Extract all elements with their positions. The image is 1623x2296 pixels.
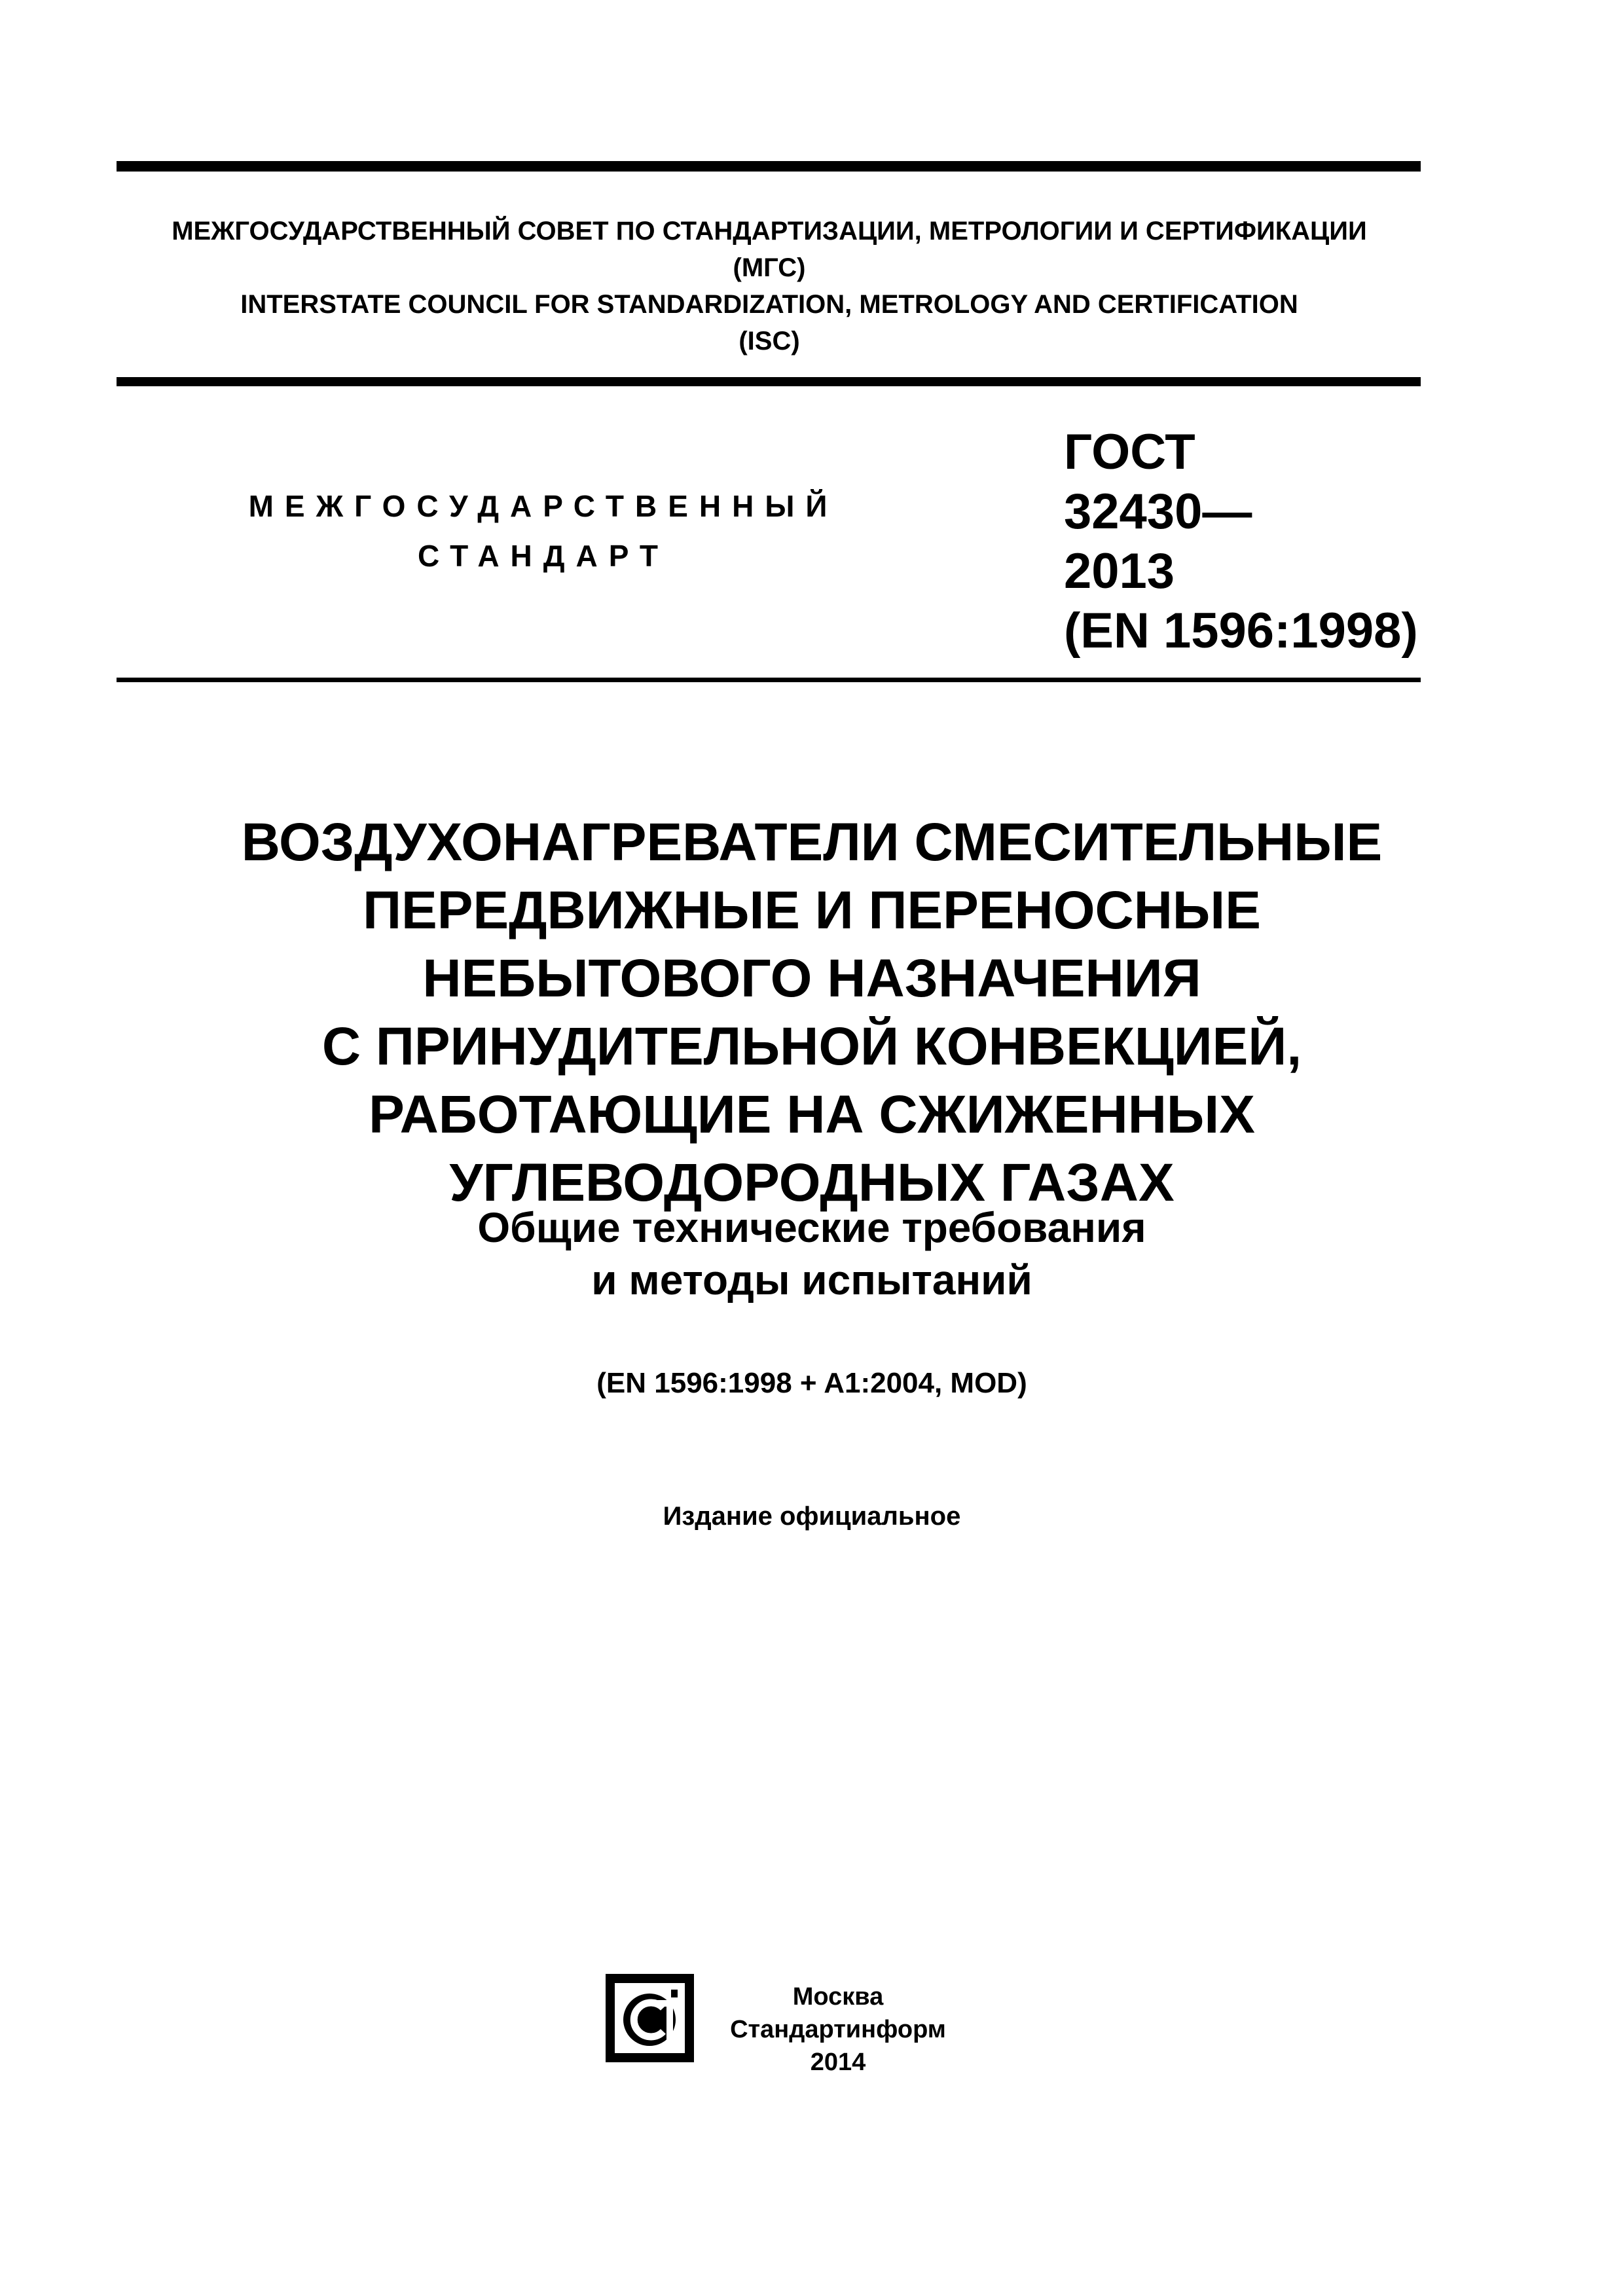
council-abbr-ru: (МГС) — [733, 253, 806, 282]
title-line: ВОЗДУХОНАГРЕВАТЕЛИ СМЕСИТЕЛЬНЫЕ — [241, 812, 1383, 872]
gost-number: 32430— — [1064, 484, 1252, 539]
council-name-ru: МЕЖГОСУДАРСТВЕННЫЙ СОВЕТ ПО СТАНДАРТИЗАЦИИ, МЕТРОЛОГИИ И СЕРТИФИКАЦИИ — [172, 217, 1367, 246]
top-rule — [117, 161, 1421, 172]
standartinform-logo-icon — [606, 1974, 694, 2062]
gost-origin: (EN 1596:1998) — [1064, 603, 1418, 659]
standard-label-line2: СТАНДАРТ — [418, 539, 669, 573]
document-title — [118, 809, 1506, 1217]
document-subtitle — [118, 1201, 1506, 1306]
subtitle-line: и методы испытаний — [591, 1256, 1032, 1303]
title-line: С ПРИНУДИТЕЛЬНОЙ КОНВЕКЦИЕЙ, — [321, 1017, 1302, 1076]
council-name-en: INTERSTATE COUNCIL FOR STANDARDIZATION, METROLOGY AND CERTIFICATION — [240, 290, 1298, 319]
header-rule — [117, 377, 1421, 386]
publisher-city: Москва — [792, 1983, 884, 2011]
gost-designation — [1064, 422, 1418, 661]
title-line: НЕБЫТОВОГО НАЗНАЧЕНИЯ — [422, 949, 1201, 1008]
standard-label-line1: МЕЖГОСУДАРСТВЕННЫЙ — [248, 489, 839, 523]
title-line: ПЕРЕДВИЖНЫЕ И ПЕРЕНОСНЫЕ — [363, 881, 1261, 940]
title-line: УГЛЕВОДОРОДНЫХ ГАЗАХ — [449, 1153, 1175, 1212]
publisher-block — [720, 1980, 956, 2079]
modification-note: (EN 1596:1998 + A1:2004, MOD) — [596, 1367, 1027, 1399]
gost-year: 2013 — [1064, 543, 1175, 599]
designation-rule — [117, 678, 1421, 682]
council-header — [118, 213, 1421, 359]
publisher-year: 2014 — [810, 2049, 866, 2076]
gost-prefix: ГОСТ — [1064, 424, 1195, 480]
title-line: РАБОТАЮЩИЕ НА СЖИЖЕННЫХ — [369, 1085, 1255, 1144]
standard-label — [216, 481, 871, 581]
subtitle-line: Общие технические требования — [477, 1204, 1146, 1251]
edition-note: Издание официальное — [663, 1502, 961, 1531]
publisher-name: Стандартинформ — [730, 2016, 946, 2043]
council-abbr-en: (ISC) — [739, 327, 800, 355]
